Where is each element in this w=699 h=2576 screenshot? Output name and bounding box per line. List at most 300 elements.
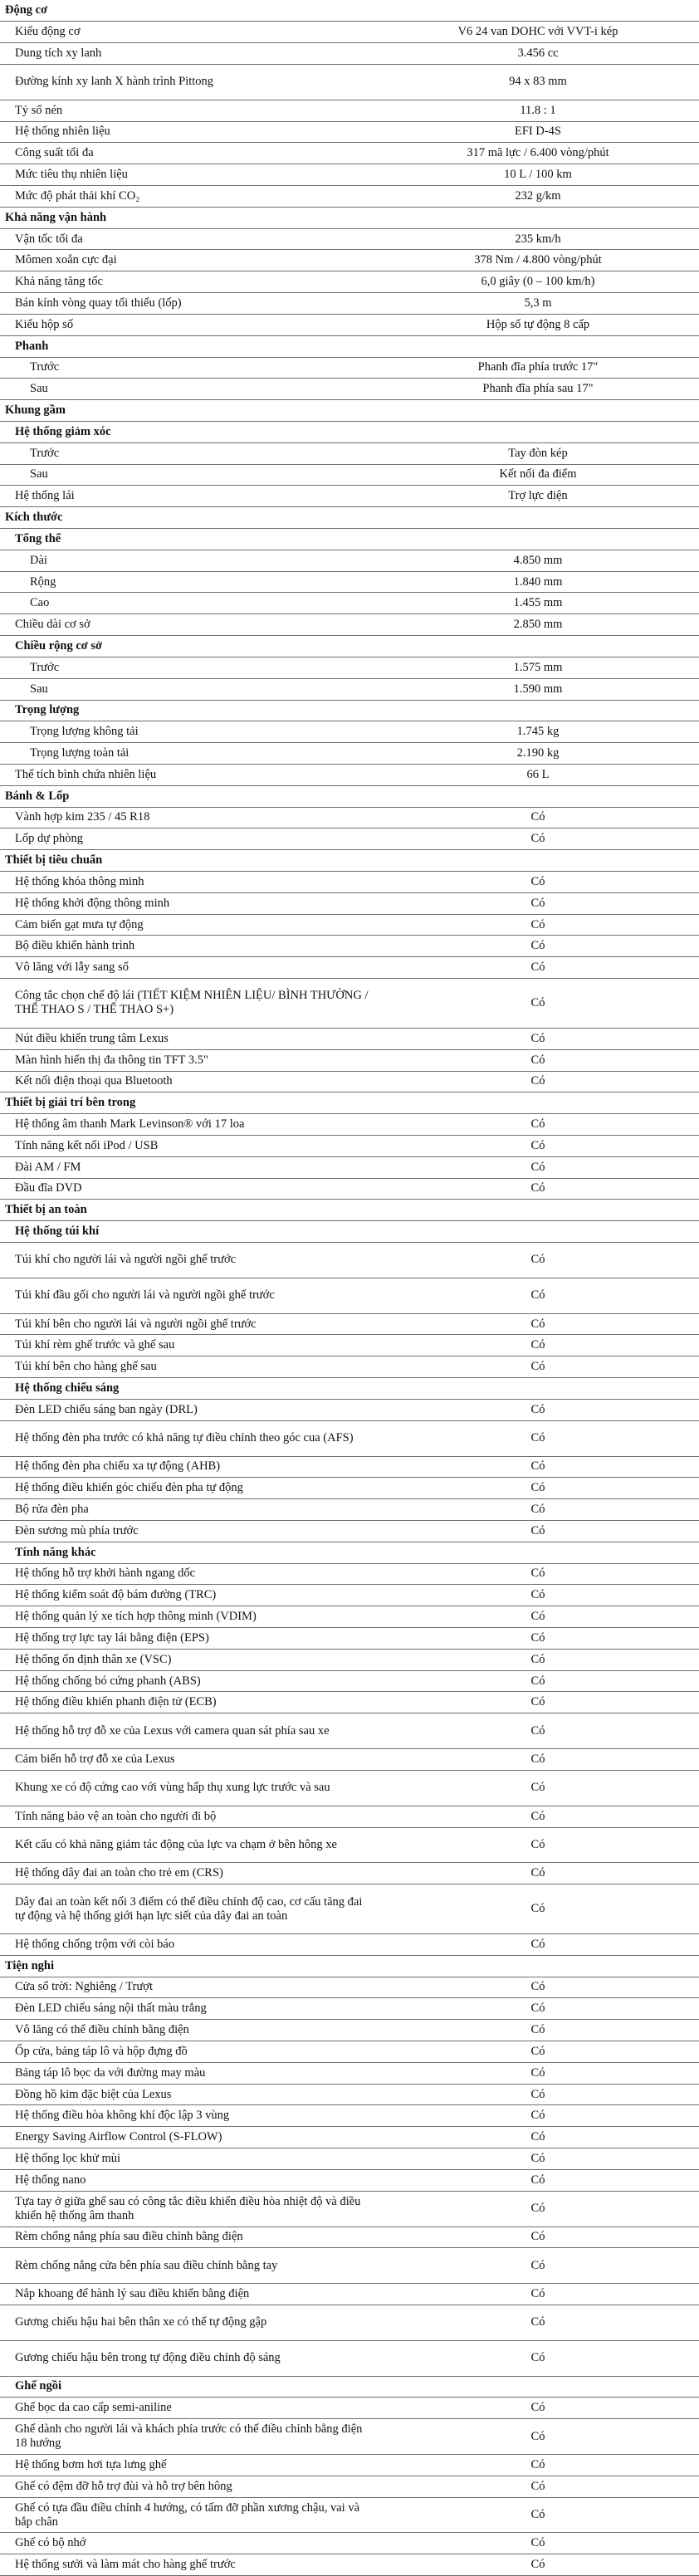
spec-row <box>0 1806 699 1827</box>
spec-row <box>0 1933 699 1955</box>
section-header-row <box>0 0 699 22</box>
section-title: Tính năng khác <box>0 1542 377 1563</box>
spec-row <box>0 1356 699 1378</box>
spec-value: Có <box>377 1977 699 1998</box>
spec-label: Kiểu hộp số <box>0 314 377 335</box>
spec-row <box>0 872 699 893</box>
spec-row <box>0 807 699 829</box>
spec-value: Có <box>377 2105 699 2127</box>
spec-label: Đầu đĩa DVD <box>0 1178 377 1200</box>
spec-label: Thể tích bình chứa nhiên liệu <box>0 764 377 785</box>
spec-value: Có <box>377 1420 699 1456</box>
spec-row <box>0 2062 699 2084</box>
spec-row <box>0 936 699 957</box>
spec-value: Có <box>377 1278 699 1313</box>
subsection-header-row <box>0 700 699 721</box>
spec-row <box>0 442 699 464</box>
spec-value: Có <box>377 1933 699 1955</box>
spec-label: Hệ thống chống bó cứng phanh (ABS) <box>0 1670 377 1692</box>
spec-value <box>377 207 699 228</box>
spec-label: Túi khí đầu gối cho người lái và người ngồi ghế trước <box>0 1278 377 1313</box>
subsection-header-row <box>0 335 699 357</box>
spec-row <box>0 293 699 315</box>
spec-value: Có <box>377 1585 699 1606</box>
section-header-row <box>0 207 699 228</box>
spec-value: Có <box>377 2020 699 2041</box>
section-title: Thiết bị giải trí bên trong <box>0 1092 377 1114</box>
spec-value: Có <box>377 1028 699 1049</box>
spec-row <box>0 550 699 571</box>
spec-value: Có <box>377 1563 699 1585</box>
spec-value <box>377 1955 699 1977</box>
spec-label: Hệ thống đèn pha trước có khả năng tự điều chỉnh theo góc cua (AFS) <box>0 1420 377 1456</box>
spec-label: Hệ thống lái <box>0 486 377 507</box>
spec-value <box>377 700 699 721</box>
spec-row <box>0 1420 699 1456</box>
spec-value: Có <box>377 2340 699 2376</box>
spec-value: 2.850 mm <box>377 614 699 636</box>
spec-label: Hệ thống bơm hơi tựa lưng ghế <box>0 2455 377 2476</box>
spec-value: Có <box>377 1998 699 2020</box>
spec-value: Có <box>377 1884 699 1934</box>
spec-label: Túi khí cho người lái và người ngồi ghế trước <box>0 1243 377 1278</box>
spec-label: Sau <box>0 464 377 486</box>
section-header-row <box>0 850 699 872</box>
spec-value: 2.190 kg <box>377 743 699 765</box>
spec-value: 3.456 cc <box>377 43 699 65</box>
spec-row <box>0 2533 699 2554</box>
spec-row <box>0 2105 699 2127</box>
spec-value: V6 24 van DOHC với VVT-i kép <box>377 22 699 43</box>
subsection-header-row <box>0 529 699 550</box>
spec-value: Có <box>377 1806 699 1827</box>
section-title: Phanh <box>0 335 377 357</box>
spec-value: Có <box>377 1335 699 1356</box>
spec-label: Trước <box>0 442 377 464</box>
spec-label: Kết cấu có khả năng giảm tác động của lực va chạm ở bên hông xe <box>0 1827 377 1863</box>
spec-value: 5,3 m <box>377 293 699 315</box>
spec-row <box>0 2191 699 2227</box>
spec-value: 10 L / 100 km <box>377 164 699 186</box>
spec-row <box>0 571 699 593</box>
spec-value: Có <box>377 1649 699 1670</box>
spec-row <box>0 1670 699 1692</box>
spec-value <box>377 421 699 442</box>
spec-label: Sau <box>0 678 377 700</box>
spec-label: Chiều dài cơ sở <box>0 614 377 636</box>
subsection-header-row <box>0 421 699 442</box>
spec-row <box>0 2227 699 2248</box>
spec-value: Có <box>377 1135 699 1156</box>
spec-value <box>377 400 699 422</box>
spec-row <box>0 43 699 65</box>
spec-value: Có <box>377 1478 699 1499</box>
spec-label: Dài <box>0 550 377 571</box>
spec-value: Có <box>377 1178 699 1200</box>
spec-value <box>377 529 699 550</box>
spec-label: Hệ thống khóa thông minh <box>0 872 377 893</box>
section-title: Hệ thống giảm xóc <box>0 421 377 442</box>
spec-label: Mômen xoắn cực đại <box>0 250 377 271</box>
section-title: Thiết bị an toàn <box>0 1200 377 1221</box>
spec-value: Phanh đĩa phía trước 17" <box>377 357 699 379</box>
spec-row <box>0 1114 699 1136</box>
spec-label: Ghế có đệm đỡ hỗ trợ đùi và hỗ trợ bên hông <box>0 2476 377 2497</box>
spec-label: Rèm chống nắng phía sau điều chỉnh bằng điện <box>0 2227 377 2248</box>
spec-value: Có <box>377 2084 699 2105</box>
section-title: Trọng lượng <box>0 700 377 721</box>
spec-row <box>0 657 699 678</box>
spec-value <box>377 335 699 357</box>
spec-label: Energy Saving Airflow Control (S-FLOW) <box>0 2127 377 2148</box>
spec-value: Có <box>377 2248 699 2284</box>
spec-value: Hộp số tự động 8 cấp <box>377 314 699 335</box>
spec-row <box>0 486 699 507</box>
subsection-header-row <box>0 1542 699 1563</box>
spec-label: Gương chiếu hậu bên trong tự động điều chỉnh độ sáng <box>0 2340 377 2376</box>
spec-label: Vô lăng có thể điều chỉnh bằng điện <box>0 2020 377 2041</box>
spec-label: Trước <box>0 357 377 379</box>
spec-row <box>0 1049 699 1071</box>
spec-label: Ghế có bộ nhớ <box>0 2533 377 2554</box>
spec-row <box>0 1628 699 1650</box>
spec-value <box>377 1542 699 1563</box>
spec-row <box>0 1713 699 1749</box>
spec-row <box>0 1749 699 1771</box>
spec-value: 378 Nm / 4.800 vòng/phút <box>377 250 699 271</box>
spec-label: Dây đai an toàn kết nối 3 điểm có thể điều chỉnh độ cao, cơ cấu tăng đai tự động và hệ thống giới hạn lực siết của dây đai an toàn <box>0 1884 377 1934</box>
spec-label: Cửa sổ trời: Nghiêng / Trượt <box>0 1977 377 1998</box>
spec-value: EFI D-4S <box>377 121 699 143</box>
spec-row <box>0 1071 699 1092</box>
spec-value: Trợ lực điện <box>377 486 699 507</box>
spec-row <box>0 1977 699 1998</box>
spec-value: Có <box>377 2419 699 2455</box>
spec-label: Hệ thống quản lý xe tích hợp thông minh (VDIM) <box>0 1606 377 1628</box>
spec-row <box>0 1827 699 1863</box>
spec-label: Hệ thống hỗ trợ khởi hành ngang dốc <box>0 1563 377 1585</box>
spec-label: Hệ thống nano <box>0 2169 377 2191</box>
spec-label: Túi khí bên cho người lái và người ngồi ghế trước <box>0 1313 377 1335</box>
spec-row <box>0 64 699 100</box>
spec-label: Mức độ phát thải khí CO₂ <box>0 186 377 208</box>
spec-row <box>0 678 699 700</box>
spec-row <box>0 1520 699 1542</box>
spec-label: Cảm biến gạt mưa tự động <box>0 914 377 936</box>
spec-row <box>0 2284 699 2305</box>
spec-value: Có <box>377 1114 699 1136</box>
spec-label: Bảng táp lô bọc da với đường may màu <box>0 2062 377 2084</box>
spec-label: Rèm chống nắng cửa bên phía sau điều chỉnh bằng tay <box>0 2248 377 2284</box>
spec-label: Tính năng kết nối iPod / USB <box>0 1135 377 1156</box>
spec-row <box>0 1313 699 1335</box>
spec-label: Gương chiếu hậu hai bên thân xe có thể tự động gập <box>0 2305 377 2340</box>
spec-label: Hệ thống lọc khử mùi <box>0 2148 377 2170</box>
spec-label: Đèn LED chiếu sáng ban ngày (DRL) <box>0 1399 377 1420</box>
spec-label: Đường kính xy lanh X hành trình Pittong <box>0 64 377 100</box>
spec-label: Tựa tay ở giữa ghế sau có công tắc điều khiển điều hòa nhiệt độ và điều khiển hệ thống âm thanh <box>0 2191 377 2227</box>
spec-row <box>0 721 699 743</box>
spec-row <box>0 829 699 850</box>
spec-value: Có <box>377 1770 699 1806</box>
section-title: Ghế ngồi <box>0 2376 377 2398</box>
section-header-row <box>0 1955 699 1977</box>
section-title: Khả năng vận hành <box>0 207 377 228</box>
spec-row <box>0 1563 699 1585</box>
spec-row <box>0 764 699 785</box>
section-title: Động cơ <box>0 0 377 22</box>
spec-value: Có <box>377 1243 699 1278</box>
spec-row <box>0 743 699 765</box>
spec-row <box>0 1156 699 1178</box>
section-title: Tổng thể <box>0 529 377 550</box>
spec-value: Có <box>377 1692 699 1713</box>
spec-row <box>0 1649 699 1670</box>
spec-label: Bộ điều khiển hành trình <box>0 936 377 957</box>
spec-row <box>0 1692 699 1713</box>
spec-row <box>0 1335 699 1356</box>
spec-value: Có <box>377 2533 699 2554</box>
spec-value <box>377 2376 699 2398</box>
spec-row <box>0 1399 699 1420</box>
spec-row <box>0 143 699 164</box>
spec-row <box>0 22 699 43</box>
spec-row <box>0 1456 699 1478</box>
spec-value: 11.8 : 1 <box>377 100 699 121</box>
spec-value: Có <box>377 2191 699 2227</box>
spec-label: Màn hình hiển thị đa thông tin TFT 3.5" <box>0 1049 377 1071</box>
spec-row <box>0 271 699 293</box>
spec-value: 1.575 mm <box>377 657 699 678</box>
section-header-row <box>0 507 699 529</box>
spec-label: Hệ thống nhiên liệu <box>0 121 377 143</box>
spec-label: Công suất tối đa <box>0 143 377 164</box>
spec-value: Có <box>377 1399 699 1420</box>
spec-label: Trọng lượng toàn tải <box>0 743 377 765</box>
spec-label: Nút điều khiển trung tâm Lexus <box>0 1028 377 1049</box>
spec-value: 1.455 mm <box>377 593 699 614</box>
spec-value <box>377 1092 699 1114</box>
spec-label: Sau <box>0 379 377 400</box>
spec-label: Vô lăng với lẫy sang số <box>0 957 377 979</box>
spec-value: 4.850 mm <box>377 550 699 571</box>
spec-value: 66 L <box>377 764 699 785</box>
spec-label: Công tắc chọn chế độ lái (TIẾT KIỆM NHIÊN LIỆU/ BÌNH THƯỜNG / THỂ THAO S / THỂ THAO S+) <box>0 979 377 1029</box>
spec-row <box>0 464 699 486</box>
spec-row <box>0 379 699 400</box>
spec-value: Có <box>377 2305 699 2340</box>
spec-row <box>0 2148 699 2170</box>
spec-row <box>0 2419 699 2455</box>
spec-value: Tay đòn kép <box>377 442 699 464</box>
spec-row <box>0 250 699 271</box>
spec-value <box>377 636 699 657</box>
spec-value: Có <box>377 2497 699 2533</box>
spec-value: Có <box>377 1749 699 1771</box>
spec-value: Có <box>377 914 699 936</box>
spec-value: Có <box>377 979 699 1029</box>
spec-label: Rộng <box>0 571 377 593</box>
spec-value: 6,0 giây (0 – 100 km/h) <box>377 271 699 293</box>
spec-label: Đồng hồ kim đặc biệt của Lexus <box>0 2084 377 2105</box>
spec-label: Ghế bọc da cao cấp semi-aniline <box>0 2398 377 2419</box>
section-title: Tiện nghi <box>0 1955 377 1977</box>
spec-value: Có <box>377 2554 699 2576</box>
spec-label: Hệ thống dây đai an toàn cho trẻ em (CRS) <box>0 1863 377 1884</box>
spec-row <box>0 892 699 914</box>
spec-row <box>0 1606 699 1628</box>
spec-label: Bán kính vòng quay tối thiểu (lốp) <box>0 293 377 315</box>
spec-row <box>0 2455 699 2476</box>
spec-label: Hệ thống trợ lực tay lái bằng điện (EPS) <box>0 1628 377 1650</box>
spec-value <box>377 1200 699 1221</box>
spec-value: Có <box>377 1520 699 1542</box>
spec-label: Đèn sương mù phía trước <box>0 1520 377 1542</box>
spec-label: Vành hợp kim 235 / 45 R18 <box>0 807 377 829</box>
spec-label: Nắp khoang để hành lý sau điều khiển bằng điện <box>0 2284 377 2305</box>
spec-value: Phanh đĩa phía sau 17" <box>377 379 699 400</box>
spec-label: Lốp dự phòng <box>0 829 377 850</box>
spec-value: Có <box>377 1049 699 1071</box>
spec-row <box>0 1135 699 1156</box>
spec-value: Có <box>377 2455 699 2476</box>
spec-label: Hệ thống kiểm soát độ bám đường (TRC) <box>0 1585 377 1606</box>
spec-value: Có <box>377 1863 699 1884</box>
spec-label: Hệ thống điều khiển góc chiếu đèn pha tự động <box>0 1478 377 1499</box>
section-header-row <box>0 1092 699 1114</box>
spec-value <box>377 507 699 529</box>
spec-row <box>0 2169 699 2191</box>
section-header-row <box>0 400 699 422</box>
section-title: Bánh & Lốp <box>0 785 377 807</box>
spec-label: Hệ thống âm thanh Mark Levinson® với 17 loa <box>0 1114 377 1136</box>
spec-row <box>0 1884 699 1934</box>
spec-row <box>0 314 699 335</box>
spec-row <box>0 121 699 143</box>
spec-row <box>0 2127 699 2148</box>
section-header-row <box>0 1200 699 1221</box>
spec-value: Có <box>377 892 699 914</box>
spec-row <box>0 1863 699 1884</box>
spec-label: Dung tích xy lanh <box>0 43 377 65</box>
section-header-row <box>0 785 699 807</box>
spec-label: Khả năng tăng tốc <box>0 271 377 293</box>
spec-value: Có <box>377 1071 699 1092</box>
spec-value <box>377 1378 699 1400</box>
spec-row <box>0 2020 699 2041</box>
spec-row <box>0 1278 699 1313</box>
spec-row <box>0 357 699 379</box>
spec-value: 1.745 kg <box>377 721 699 743</box>
section-title: Khung gầm <box>0 400 377 422</box>
spec-row <box>0 1178 699 1200</box>
spec-label: Hệ thống điều khiển phanh điện tử (ECB) <box>0 1692 377 1713</box>
spec-row <box>0 1770 699 1806</box>
spec-row <box>0 1243 699 1278</box>
spec-row <box>0 1028 699 1049</box>
spec-label: Hệ thống ổn định thân xe (VSC) <box>0 1649 377 1670</box>
spec-label: Ốp cửa, bảng táp lô và hộp đựng đồ <box>0 2041 377 2063</box>
spec-row <box>0 164 699 186</box>
spec-row <box>0 614 699 636</box>
spec-row <box>0 100 699 121</box>
spec-row <box>0 2554 699 2576</box>
spec-row <box>0 979 699 1029</box>
spec-value: Có <box>377 2476 699 2497</box>
spec-row <box>0 2041 699 2063</box>
spec-label: Đài AM / FM <box>0 1156 377 1178</box>
spec-label: Kết nối điện thoại qua Bluetooth <box>0 1071 377 1092</box>
spec-value: Có <box>377 2284 699 2305</box>
spec-value: Có <box>377 829 699 850</box>
spec-value: 232 g/km <box>377 186 699 208</box>
spec-value: Có <box>377 872 699 893</box>
spec-value: Có <box>377 1670 699 1692</box>
spec-row <box>0 2084 699 2105</box>
spec-label: Khung xe có độ cứng cao với vùng hấp thụ xung lực trước và sau <box>0 1770 377 1806</box>
spec-label: Đèn LED chiếu sáng nội thất màu trắng <box>0 1998 377 2020</box>
spec-label: Túi khí bên cho hàng ghế sau <box>0 1356 377 1378</box>
spec-label: Ghế có tựa đầu điều chỉnh 4 hướng, có tấm đỡ phần xương chậu, vai và bắp chân <box>0 2497 377 2533</box>
spec-label: Trước <box>0 657 377 678</box>
spec-value: Kết nối đa điểm <box>377 464 699 486</box>
spec-label: Hệ thống khởi động thông minh <box>0 892 377 914</box>
spec-label: Tính năng bảo vệ an toàn cho người đi bộ <box>0 1806 377 1827</box>
spec-row <box>0 2340 699 2376</box>
spec-row <box>0 186 699 208</box>
spec-value: Có <box>377 2041 699 2063</box>
spec-label: Tỷ số nén <box>0 100 377 121</box>
spec-value: Có <box>377 1628 699 1650</box>
spec-value <box>377 785 699 807</box>
spec-row <box>0 1499 699 1521</box>
spec-label: Hệ thống chống trộm với còi báo <box>0 1933 377 1955</box>
spec-label: Hệ thống đèn pha chiếu xa tự động (AHB) <box>0 1456 377 1478</box>
spec-value: Có <box>377 1606 699 1628</box>
spec-value <box>377 1221 699 1243</box>
spec-value: Có <box>377 957 699 979</box>
spec-label: Cảm biến hỗ trợ đỗ xe của Lexus <box>0 1749 377 1771</box>
spec-label: Bộ rửa đèn pha <box>0 1499 377 1521</box>
spec-value: Có <box>377 1713 699 1749</box>
spec-value: Có <box>377 1499 699 1521</box>
spec-value <box>377 0 699 22</box>
spec-row <box>0 1585 699 1606</box>
spec-label: Mức tiêu thụ nhiên liệu <box>0 164 377 186</box>
spec-label: Ghế dành cho người lái và khách phía trước có thể điều chỉnh bằng điện 18 hướng <box>0 2419 377 2455</box>
spec-row <box>0 593 699 614</box>
spec-row <box>0 2248 699 2284</box>
spec-value: 317 mã lực / 6.400 vòng/phút <box>377 143 699 164</box>
section-title: Chiều rộng cơ sở <box>0 636 377 657</box>
spec-value: Có <box>377 2127 699 2148</box>
spec-row <box>0 1998 699 2020</box>
section-title: Thiết bị tiêu chuẩn <box>0 850 377 872</box>
spec-value: Có <box>377 1313 699 1335</box>
spec-value: Có <box>377 2148 699 2170</box>
subsection-header-row <box>0 2376 699 2398</box>
spec-value: Có <box>377 1356 699 1378</box>
spec-value: Có <box>377 1827 699 1863</box>
spec-row <box>0 2398 699 2419</box>
spec-row <box>0 1478 699 1499</box>
spec-value: 1.840 mm <box>377 571 699 593</box>
spec-label: Trọng lượng không tải <box>0 721 377 743</box>
spec-value: Có <box>377 1456 699 1478</box>
spec-label: Vận tốc tối đa <box>0 228 377 250</box>
spec-label: Hệ thống sưởi và làm mát cho hàng ghế trước <box>0 2554 377 2576</box>
spec-value: Có <box>377 2169 699 2191</box>
